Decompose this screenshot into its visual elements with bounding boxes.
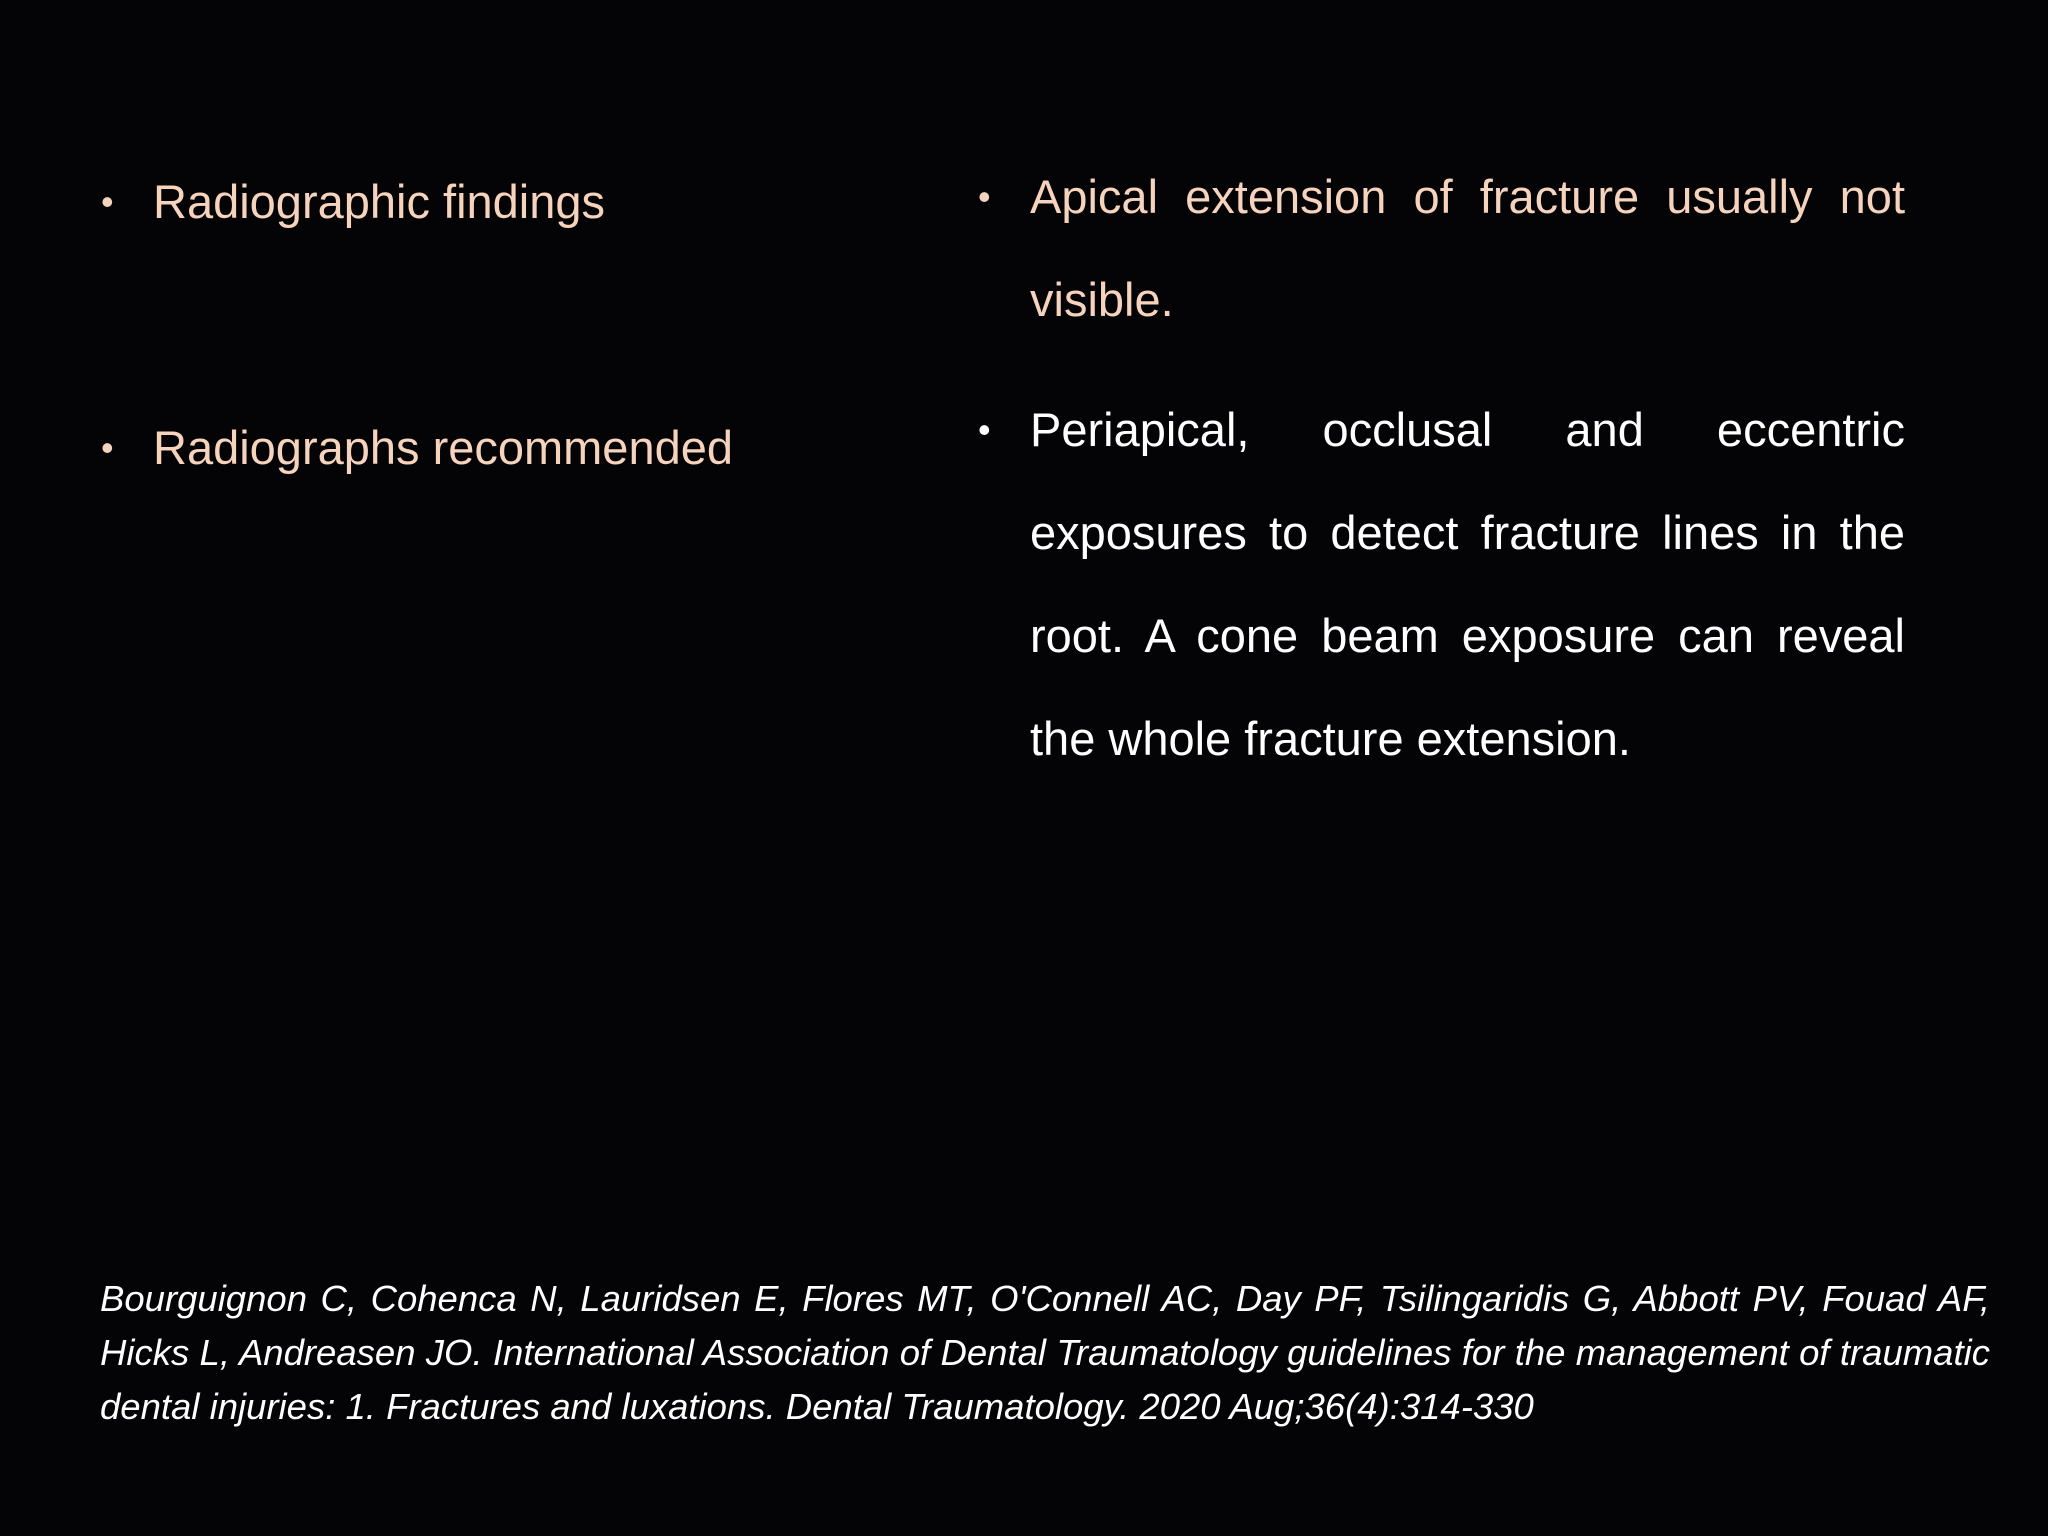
bullet-icon: •: [101, 181, 114, 222]
bullet-text: Radiographic findings: [153, 175, 606, 228]
bullet-radiographs-recommended: [101, 396, 903, 499]
bullet-icon: •: [978, 409, 991, 450]
bullet-icon: •: [978, 176, 991, 217]
bullet-text: Radiographs recommended: [153, 421, 733, 474]
bullet-text: Periapical, occlusal and eccentric exposures to detect fracture lines in the root. A cone beam exposure can reveal the whole fracture extension.: [1030, 403, 1905, 765]
bullet-text: Apical extension of fracture usually not visible.: [1030, 170, 1905, 326]
citation-reference: Bourguignon C, Cohenca N, Lauridsen E, Flores MT, O'Connell AC, Day PF, Tsilingaridis G, Abbott PV, Fouad AF, Hicks L, Andreasen JO. International Association of Dental Traumatology guidelines for the management of traumatic dental injuries: 1. Fractures and luxations. Dental Traumatology. 2020 Aug;36(4):314-330: [100, 1278, 1990, 1427]
bullet-radiographic-findings: [101, 150, 853, 253]
bullet-apical-extension: [978, 145, 1905, 351]
bullet-periapical-exposures: [978, 378, 1905, 790]
bullet-icon: •: [101, 427, 114, 468]
